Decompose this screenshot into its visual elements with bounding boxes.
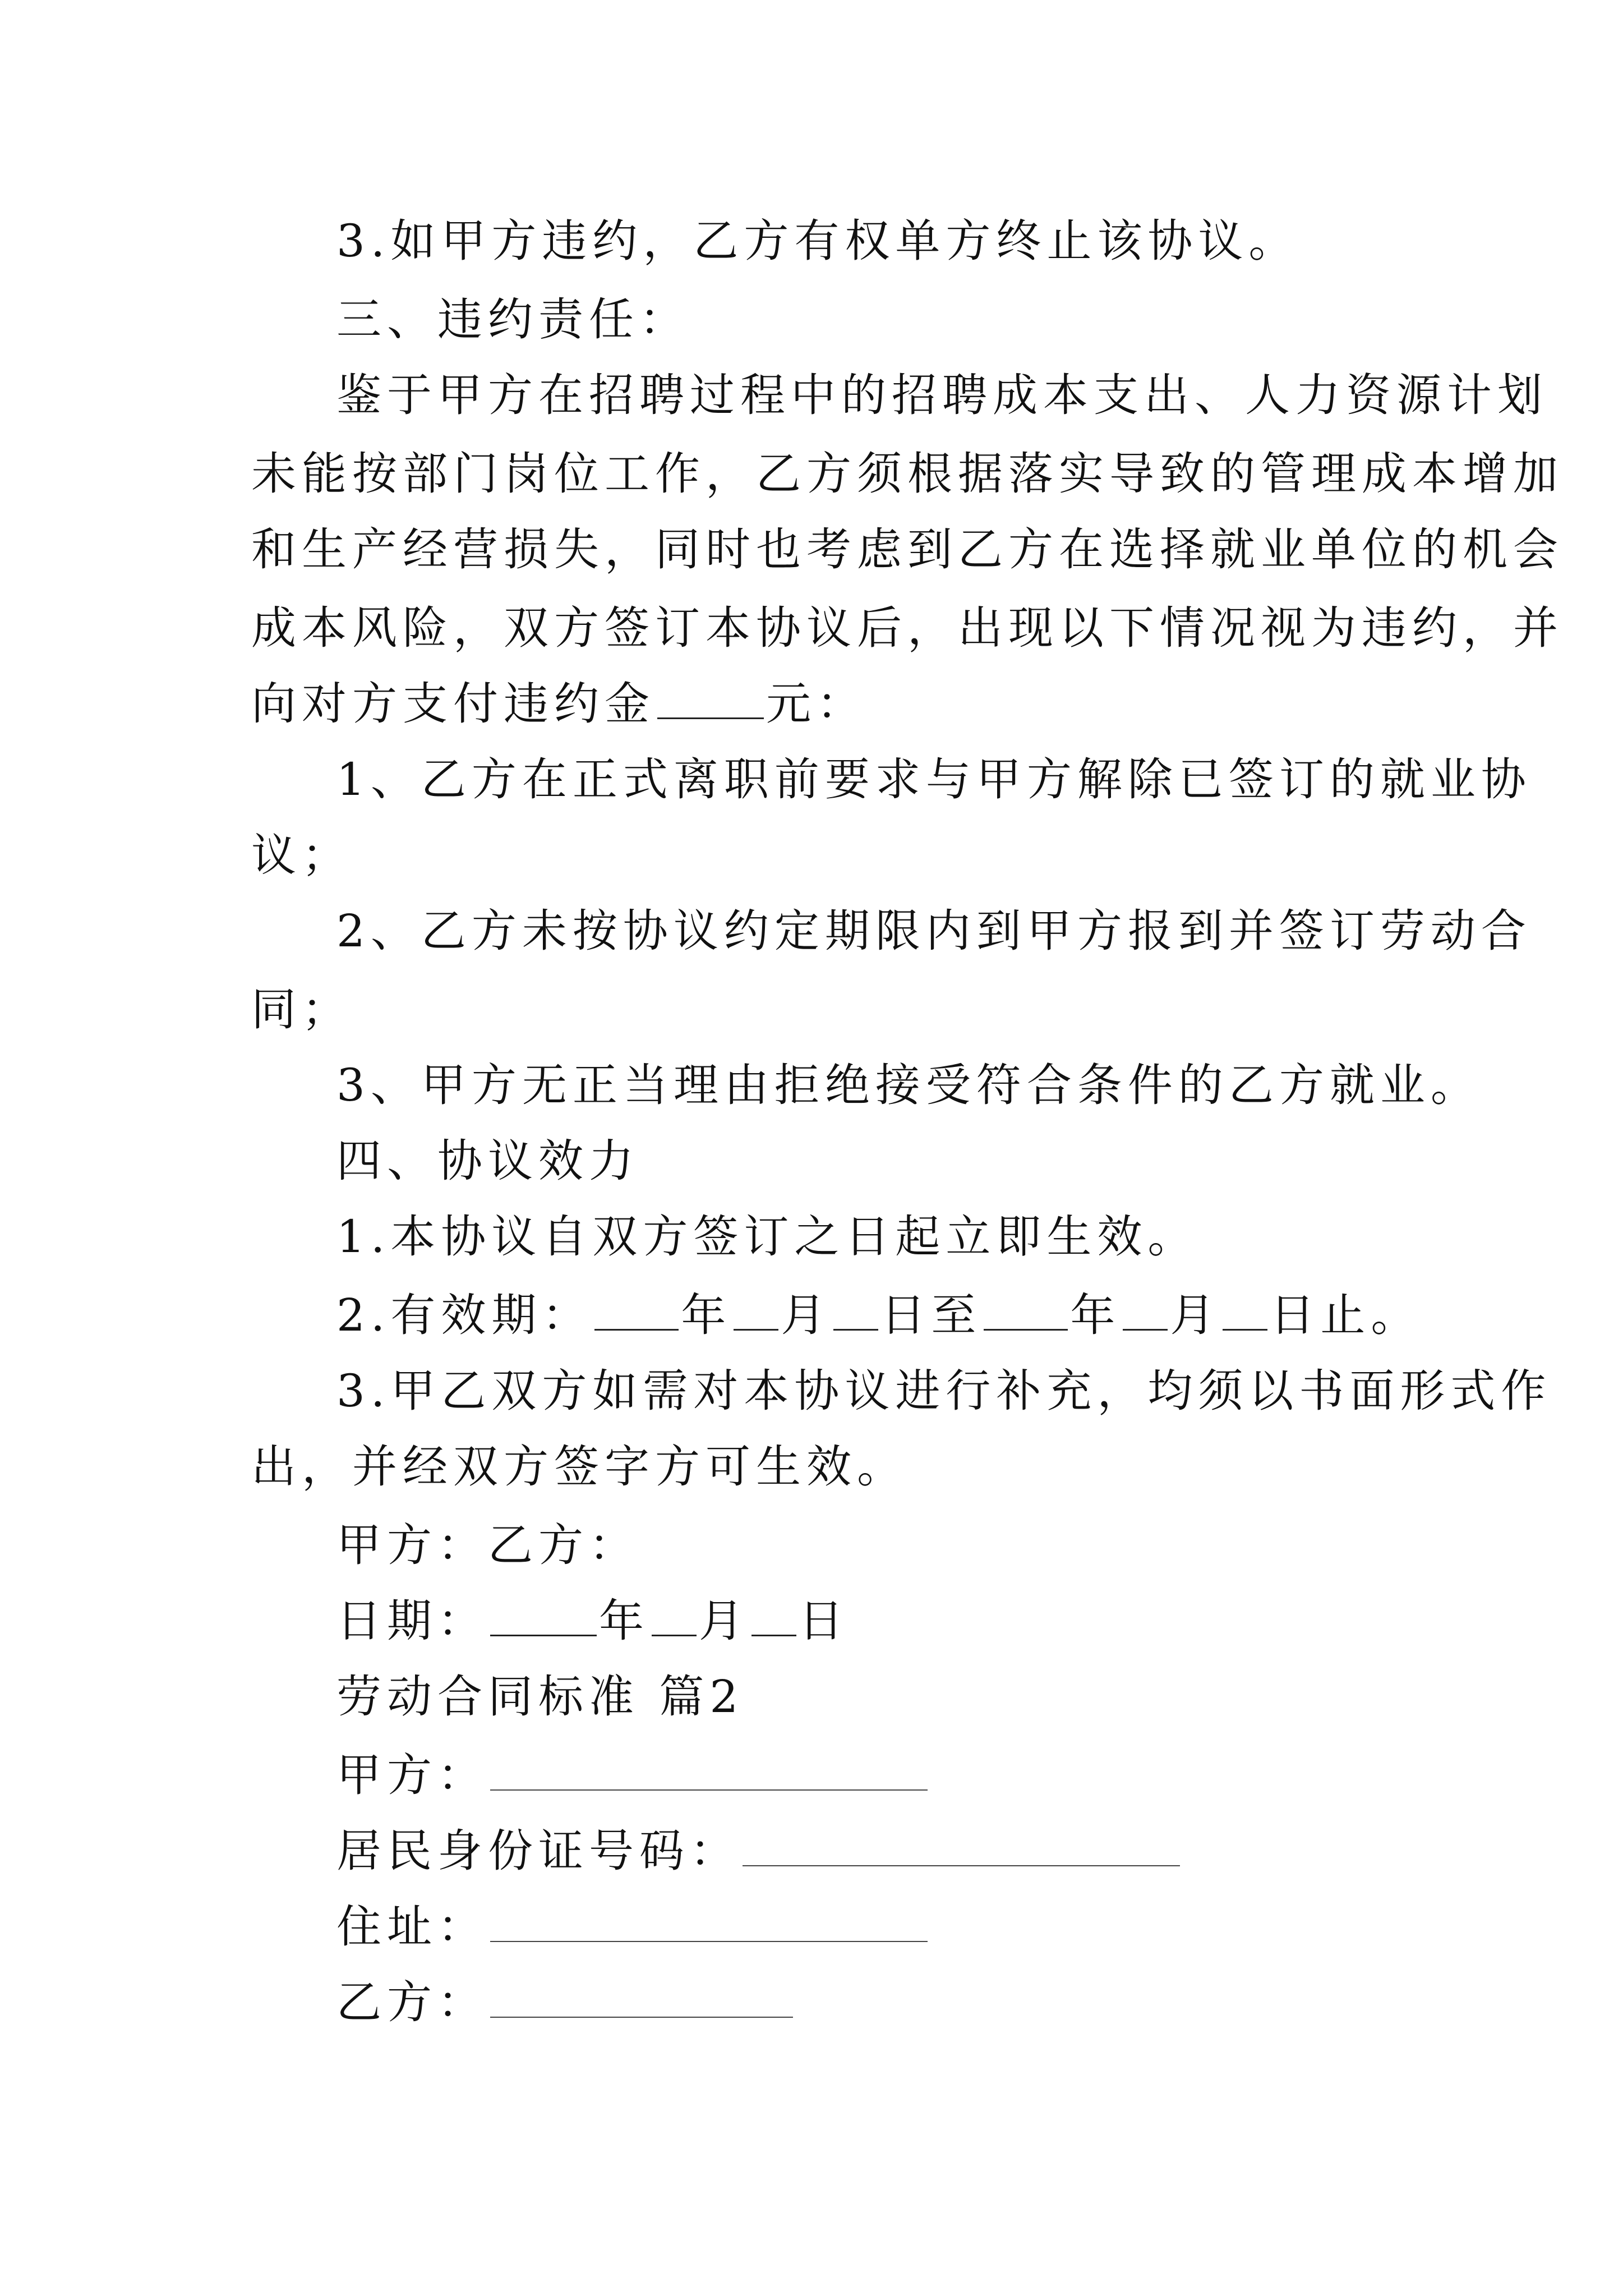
year-label: 年 [1070,1289,1121,1341]
party-a-line [336,1747,1469,1803]
penalty-label: 向对方支付违约金 [251,678,655,730]
paragraph-line: 3.甲乙双方如需对本协议进行补充，均须以书面形式作 [336,1365,1552,1417]
section-heading-breach-liability: 三、违约责任： [336,293,690,346]
end-month-blank[interactable] [1123,1290,1168,1331]
month-label: 月 [1170,1289,1221,1341]
party-a-blank[interactable] [490,1750,928,1791]
end-year-blank[interactable] [984,1290,1068,1331]
party-b-blank[interactable] [490,1977,793,2018]
year-label: 年 [599,1595,649,1647]
clause-3-breach-termination: 3.如甲方违约，乙方有权单方终止该协议。 [336,215,1299,267]
list-item: 3、甲方无正当理由拒绝接受符合条件的乙方就业。 [336,1059,1481,1111]
validity-period-line [336,1287,1469,1343]
start-month-blank[interactable] [734,1290,778,1331]
address-label: 住址： [336,1901,488,1953]
list-item: 1、乙方在正式离职前要求与甲方解除已签订的就业协 [336,753,1532,806]
year-label: 年 [681,1289,732,1341]
clause-effective: 1.本协议自双方签订之日起立即生效。 [336,1211,1198,1263]
month-blank[interactable] [652,1595,697,1636]
paragraph-line: 鉴于甲方在招聘过程中的招聘成本支出、人力资源计划 [336,369,1548,421]
day-label: 日 [799,1595,849,1647]
penalty-amount-line [251,676,1384,732]
address-line [336,1899,1469,1955]
address-blank[interactable] [490,1902,928,1942]
party-b-line [336,1975,1469,2031]
id-number-line [336,1823,1469,1879]
day-end-label: 日止。 [1270,1289,1422,1341]
month-label: 月 [699,1595,749,1647]
paragraph-line: 未能按部门岗位工作，乙方须根据落实导致的管理成本增加 [251,448,1564,500]
list-item-continuation: 同； [251,983,352,1036]
day-blank[interactable] [751,1595,796,1636]
start-day-blank[interactable] [833,1290,878,1331]
id-number-blank[interactable] [743,1826,1180,1866]
contract-title-part-2: 劳动合同标准 篇2 [336,1671,744,1723]
signature-parties: 甲方：乙方： [336,1519,639,1571]
penalty-amount-blank[interactable] [657,678,764,719]
paragraph-line: 出，并经双方签字方可生效。 [251,1441,907,1493]
paragraph-line: 和生产经营损失，同时也考虑到乙方在选择就业单位的机会 [251,523,1564,576]
year-blank[interactable] [490,1595,597,1636]
party-b-label: 乙方： [336,1976,488,2028]
paragraph-line: 成本风险，双方签订本协议后，出现以下情况视为违约，并 [251,602,1564,654]
end-day-blank[interactable] [1223,1290,1267,1331]
validity-label: 2.有效期： [336,1289,593,1341]
section-heading-agreement-validity: 四、协议效力 [336,1135,639,1187]
month-label: 月 [781,1289,832,1341]
currency-unit: 元： [766,678,867,730]
list-item: 2、乙方未按协议约定期限内到甲方报到并签订劳动合 [336,905,1532,957]
day-to-label: 日至 [880,1289,982,1341]
date-label: 日期： [336,1595,488,1647]
signature-date-line [336,1593,1469,1649]
start-year-blank[interactable] [594,1290,679,1331]
list-item-continuation: 议； [251,829,352,881]
party-a-label: 甲方： [336,1749,488,1801]
id-number-label: 居民身份证号码： [336,1825,740,1877]
